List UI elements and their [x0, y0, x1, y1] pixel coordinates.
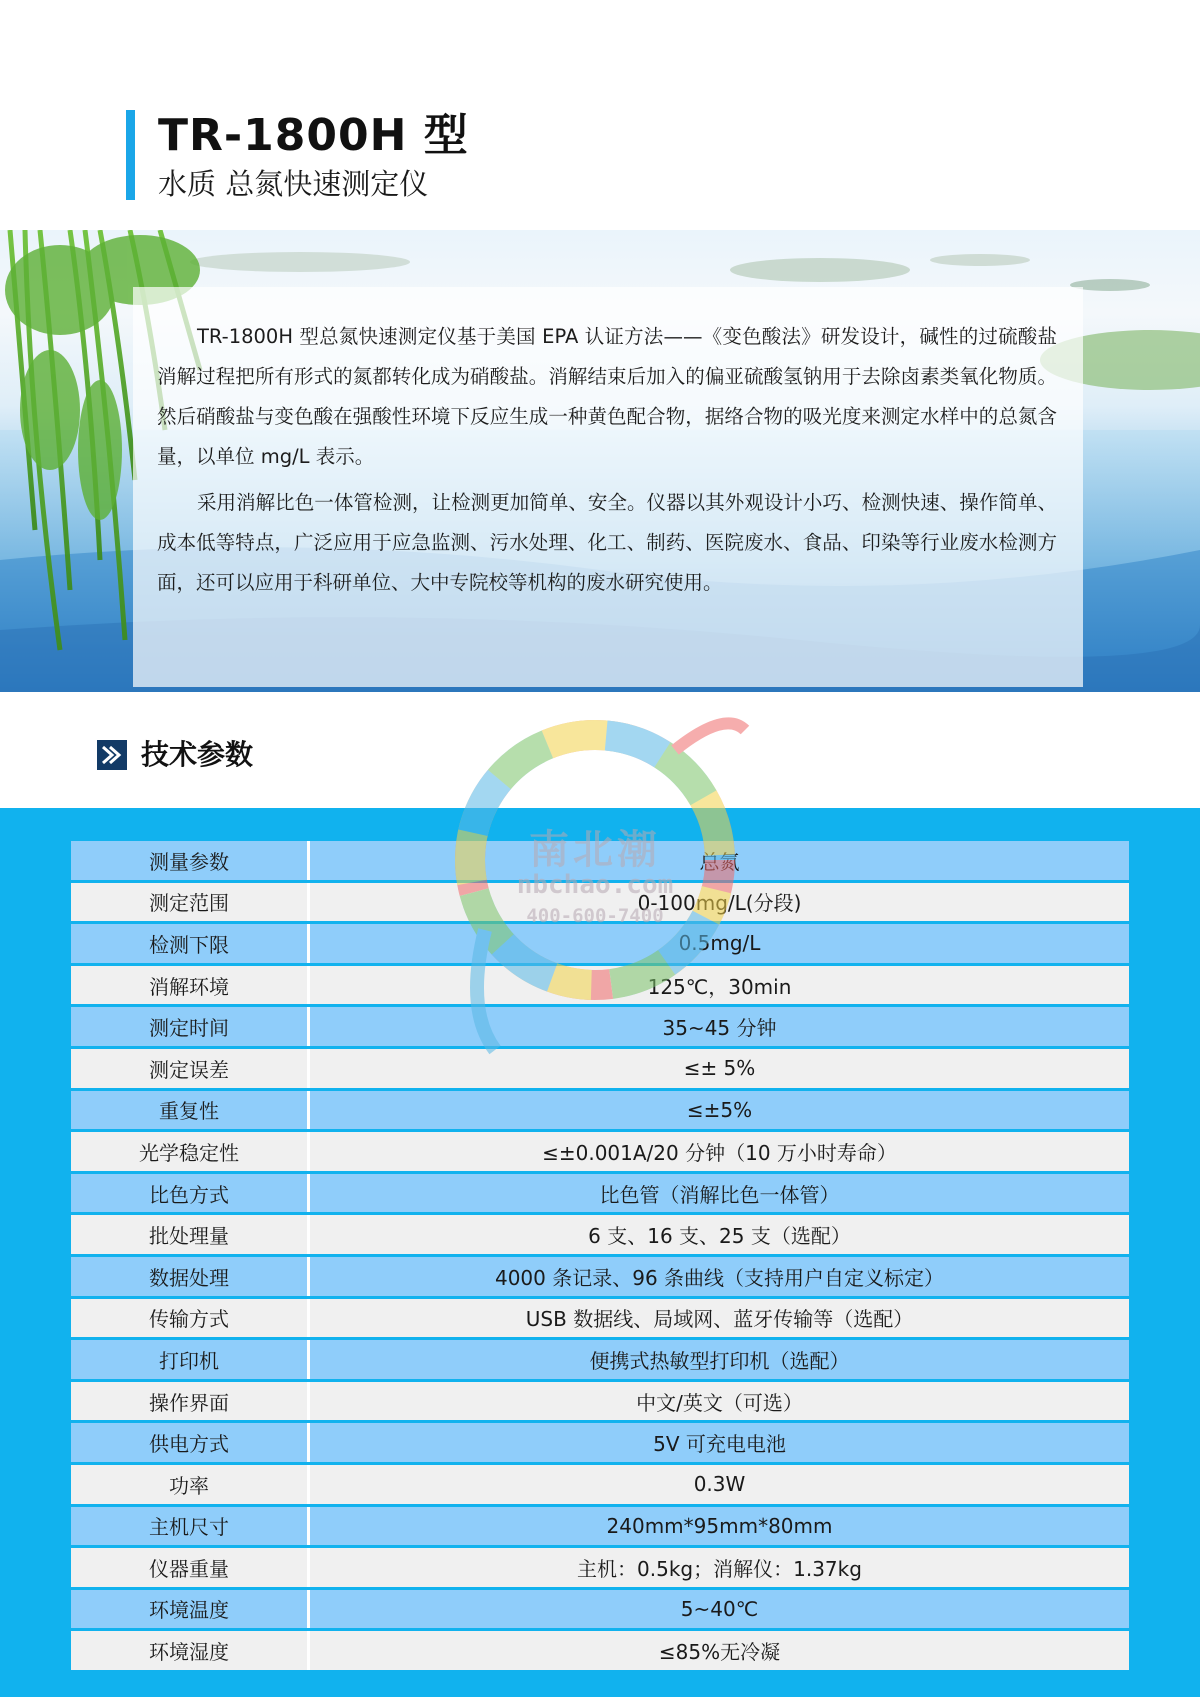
spec-value: 0.5mg/L — [310, 924, 1129, 963]
spec-value: 35~45 分钟 — [310, 1007, 1129, 1046]
spec-value: 比色管（消解比色一体管） — [310, 1174, 1129, 1213]
spec-value: 5V 可充电电池 — [310, 1423, 1129, 1462]
spec-label: 检测下限 — [71, 924, 310, 963]
spec-value: 5~40℃ — [310, 1590, 1129, 1629]
section-title: 技术参数 — [141, 738, 254, 771]
spec-value: USB 数据线、局域网、蓝牙传输等（选配） — [310, 1299, 1129, 1338]
spec-label: 仪器重量 — [71, 1548, 310, 1587]
watermark-phone: 400-600-7400 — [526, 905, 664, 927]
spec-row — [71, 1382, 1129, 1421]
spec-row — [71, 1007, 1129, 1046]
spec-label: 主机尺寸 — [71, 1507, 310, 1546]
spec-row — [71, 841, 1129, 880]
spec-row — [71, 1590, 1129, 1629]
spec-value: 主机：0.5kg；消解仪：1.37kg — [310, 1548, 1129, 1587]
spec-value: 0-100mg/L(分段) — [310, 883, 1129, 922]
intro-paragraph: TR-1800H 型总氮快速测定仪基于美国 EPA 认证方法——《变色酸法》研发设计，碱性的过硫酸盐消解过程把所有形式的氮都转化成为硝酸盐。消解结束后加入的偏亚硫酸氢钠用于去除卤素类氧化物质。然后硝酸盐与变色酸在强酸性环境下反应生成一种黄色配合物，据络合物的吸光度来测定水样中的总氮含量，以单位 mg/L 表示。 — [157, 325, 1057, 468]
spec-value: 240mm*95mm*80mm — [310, 1507, 1129, 1546]
watermark-url: nbchao.com — [516, 870, 674, 900]
landscape-banner — [0, 230, 1200, 692]
spec-row — [71, 1174, 1129, 1213]
spec-label: 测定误差 — [71, 1049, 310, 1088]
spec-value: 便携式热敏型打印机（选配） — [310, 1340, 1129, 1379]
spec-table-area — [0, 808, 1200, 1697]
title-accent-bar — [126, 110, 135, 200]
spec-value: ≤± 5% — [310, 1049, 1129, 1088]
spec-value: ≤±5% — [310, 1091, 1129, 1130]
spec-value: 0.3W — [310, 1465, 1129, 1504]
spec-row — [71, 1423, 1129, 1462]
spec-label: 供电方式 — [71, 1423, 310, 1462]
spec-label: 光学稳定性 — [71, 1132, 310, 1171]
product-subtitle: 水质 总氮快速测定仪 — [158, 167, 429, 201]
spec-label: 批处理量 — [71, 1215, 310, 1254]
spec-row — [71, 966, 1129, 1005]
product-model-title: TR-1800H 型 — [158, 110, 469, 161]
spec-value: 125℃，30min — [310, 966, 1129, 1005]
spec-label: 测量参数 — [71, 841, 310, 880]
spec-row — [71, 1340, 1129, 1379]
spec-row — [71, 1507, 1129, 1546]
spec-row — [71, 1091, 1129, 1130]
spec-label: 消解环境 — [71, 966, 310, 1005]
spec-value: 6 支、16 支、25 支（选配） — [310, 1215, 1129, 1254]
spec-row — [71, 1299, 1129, 1338]
spec-value: ≤85%无冷凝 — [310, 1631, 1129, 1670]
spec-row — [71, 1049, 1129, 1088]
intro-text-panel — [133, 287, 1083, 687]
spec-label: 比色方式 — [71, 1174, 310, 1213]
spec-row — [71, 1548, 1129, 1587]
spec-label: 操作界面 — [71, 1382, 310, 1421]
spec-label: 环境湿度 — [71, 1631, 310, 1670]
watermark-name: 南北潮 — [529, 826, 661, 873]
spec-label: 测定时间 — [71, 1007, 310, 1046]
spec-label: 环境温度 — [71, 1590, 310, 1629]
intro-paragraph: 采用消解比色一体管检测，让检测更加简单、安全。仪器以其外观设计小巧、检测快速、操作简单、成本低等特点，广泛应用于应急监测、污水处理、化工、制药、医院废水、食品、印染等行业废水检测方面，还可以应用于科研单位、大中专院校等机构的废水研究使用。 — [157, 491, 1057, 594]
spec-row — [71, 883, 1129, 922]
spec-label: 打印机 — [71, 1340, 310, 1379]
spec-label: 重复性 — [71, 1091, 310, 1130]
spec-value: 总氮 — [310, 841, 1129, 880]
spec-label: 传输方式 — [71, 1299, 310, 1338]
spec-row — [71, 1465, 1129, 1504]
spec-row — [71, 1215, 1129, 1254]
spec-label: 功率 — [71, 1465, 310, 1504]
spec-label: 测定范围 — [71, 883, 310, 922]
spec-label: 数据处理 — [71, 1257, 310, 1296]
spec-row — [71, 1257, 1129, 1296]
spec-row — [71, 1631, 1129, 1670]
spec-table — [71, 838, 1129, 1673]
spec-row — [71, 1132, 1129, 1171]
spec-value: 中文/英文（可选） — [310, 1382, 1129, 1421]
spec-row — [71, 924, 1129, 963]
spec-value: ≤±0.001A/20 分钟（10 万小时寿命） — [310, 1132, 1129, 1171]
spec-value: 4000 条记录、96 条曲线（支持用户自定义标定） — [310, 1257, 1129, 1296]
arrow-right-icon — [97, 740, 127, 770]
